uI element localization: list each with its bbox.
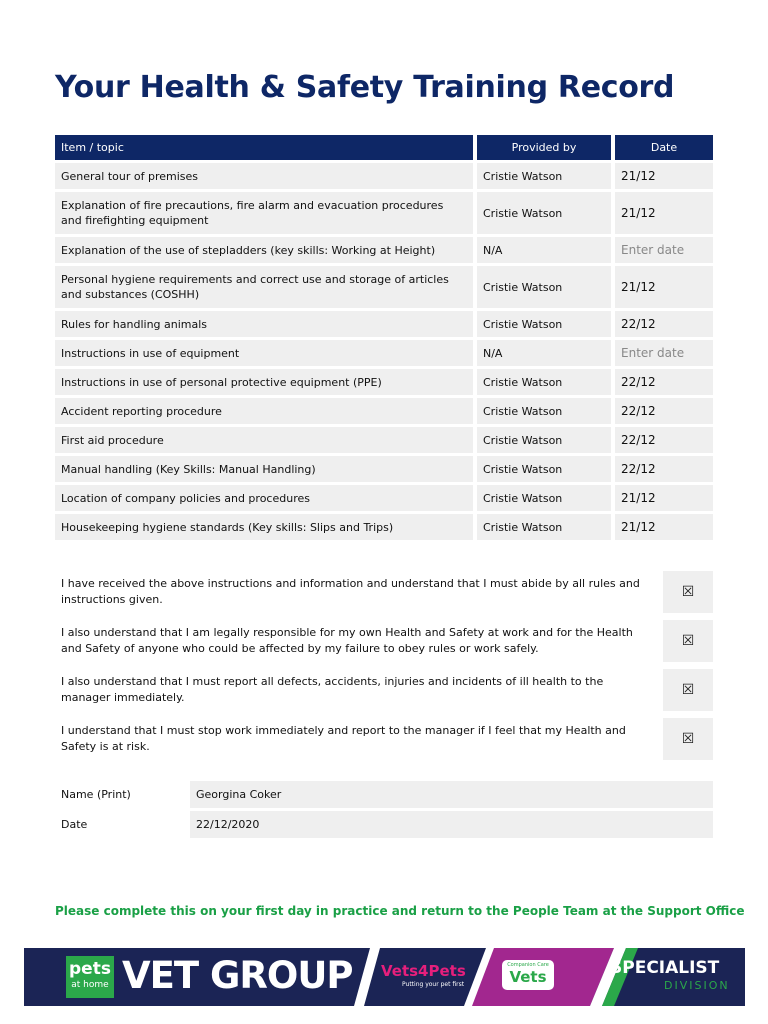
item-topic-cell: Housekeeping hygiene standards (Key skills: Slips and Trips) (55, 514, 473, 540)
table-header-row (55, 135, 713, 160)
item-topic-cell: Accident reporting procedure (55, 398, 473, 424)
provided-by-cell[interactable]: N/A (477, 237, 611, 263)
item-topic-cell: Rules for handling animals (55, 311, 473, 337)
training-table (55, 135, 713, 543)
sign-off-section (55, 781, 713, 841)
date-picker-placeholder[interactable]: Enter date (615, 340, 713, 366)
provided-by-cell[interactable]: Cristie Watson (477, 398, 611, 424)
vets4pets-logo: Vets4Pets (381, 962, 466, 980)
date-cell[interactable]: 22/12 (615, 456, 713, 482)
declaration-text: I also understand that I am legally responsible for my own Health and Safety at work and for the Health and Safety of anyone who could be affected by my failure to obey rules or work safely. (61, 626, 633, 655)
declaration-row (55, 571, 713, 613)
divider-stripe-1 (354, 948, 380, 1006)
declaration-checkbox[interactable]: ☒ (663, 620, 713, 662)
provided-by-cell[interactable]: Cristie Watson (477, 514, 611, 540)
declaration-checkbox[interactable]: ☒ (663, 571, 713, 613)
declarations (55, 571, 713, 767)
brand-banner (24, 948, 745, 1006)
provided-by-cell[interactable]: Cristie Watson (477, 266, 611, 308)
date-label: Date (61, 818, 88, 831)
table-row (55, 311, 713, 337)
provided-by-cell[interactable]: Cristie Watson (477, 192, 611, 234)
declaration-checkbox[interactable]: ☒ (663, 718, 713, 760)
table-row (55, 163, 713, 189)
table-row (55, 398, 713, 424)
provided-by-cell[interactable]: Cristie Watson (477, 311, 611, 337)
page-title: Your Health & Safety Training Record (55, 70, 675, 105)
name-label: Name (Print) (61, 788, 131, 801)
declaration-text: I understand that I must stop work immediately and report to the manager if I feel that my Health and Safety is at risk. (61, 724, 626, 753)
pets-logo-text: pets (69, 959, 111, 979)
date-cell[interactable]: 22/12 (615, 311, 713, 337)
table-row (55, 266, 713, 308)
date-cell[interactable]: 21/12 (615, 192, 713, 234)
declaration-row (55, 669, 713, 711)
provided-by-cell[interactable]: Cristie Watson (477, 163, 611, 189)
declaration-row (55, 620, 713, 662)
date-cell[interactable]: 21/12 (615, 485, 713, 511)
date-cell[interactable]: 21/12 (615, 266, 713, 308)
item-topic-cell: Manual handling (Key Skills: Manual Handling) (55, 456, 473, 482)
item-topic-cell: Instructions in use of equipment (55, 340, 473, 366)
table-row (55, 427, 713, 453)
item-topic-cell: Explanation of fire precautions, fire alarm and evacuation procedures and firefighting equipment (55, 192, 473, 234)
vets-logo-text: Vets (509, 968, 547, 986)
provided-by-cell[interactable]: Cristie Watson (477, 427, 611, 453)
provided-by-cell[interactable]: Cristie Watson (477, 456, 611, 482)
name-field[interactable]: Georgina Coker (190, 781, 713, 808)
provided-by-cell[interactable]: Cristie Watson (477, 485, 611, 511)
date-cell[interactable]: 22/12 (615, 369, 713, 395)
instruction-note: Please complete this on your first day in practice and return to the People Team at the Support Office (55, 904, 745, 918)
date-cell[interactable]: 22/12 (615, 398, 713, 424)
vets-logo-subtext: Companion Care (507, 962, 549, 968)
table-row (55, 485, 713, 511)
table-row (55, 237, 713, 263)
date-cell[interactable]: 21/12 (615, 514, 713, 540)
name-row (55, 781, 713, 808)
table-row (55, 514, 713, 540)
date-cell[interactable]: 22/12 (615, 427, 713, 453)
provided-by-cell[interactable]: Cristie Watson (477, 369, 611, 395)
date-picker-placeholder[interactable]: Enter date (615, 237, 713, 263)
item-topic-cell: Location of company policies and procedures (55, 485, 473, 511)
provided-by-cell[interactable]: N/A (477, 340, 611, 366)
declaration-text: I also understand that I must report all defects, accidents, injuries and incidents of ill health to the manager immediately. (61, 675, 604, 704)
item-topic-cell: Instructions in use of personal protective equipment (PPE) (55, 369, 473, 395)
declaration-row (55, 718, 713, 760)
specialist-wordmark: SPECIALIST (610, 958, 720, 978)
item-topic-cell: General tour of premises (55, 163, 473, 189)
item-topic-cell: First aid procedure (55, 427, 473, 453)
vet-group-wordmark: VET GROUP (122, 954, 353, 997)
header-item-topic: Item / topic (55, 135, 473, 160)
pets-logo-subtext: at home (71, 980, 109, 990)
table-row (55, 456, 713, 482)
table-row (55, 340, 713, 366)
vets4pets-tagline: Putting your pet first (402, 981, 465, 988)
table-row (55, 192, 713, 234)
header-provided-by: Provided by (477, 135, 611, 160)
item-topic-cell: Personal hygiene requirements and correct use and storage of articles and substances (COSHH) (55, 266, 473, 308)
declaration-text: I have received the above instructions and information and understand that I must abide by all rules and instructions given. (61, 577, 640, 606)
division-wordmark: DIVISION (664, 979, 730, 992)
companion-care-vets-logo (502, 960, 554, 990)
table-row (55, 369, 713, 395)
date-row (55, 811, 713, 838)
header-date: Date (615, 135, 713, 160)
date-cell[interactable]: 21/12 (615, 163, 713, 189)
declaration-checkbox[interactable]: ☒ (663, 669, 713, 711)
item-topic-cell: Explanation of the use of stepladders (key skills: Working at Height) (55, 237, 473, 263)
date-field[interactable]: 22/12/2020 (190, 811, 713, 838)
